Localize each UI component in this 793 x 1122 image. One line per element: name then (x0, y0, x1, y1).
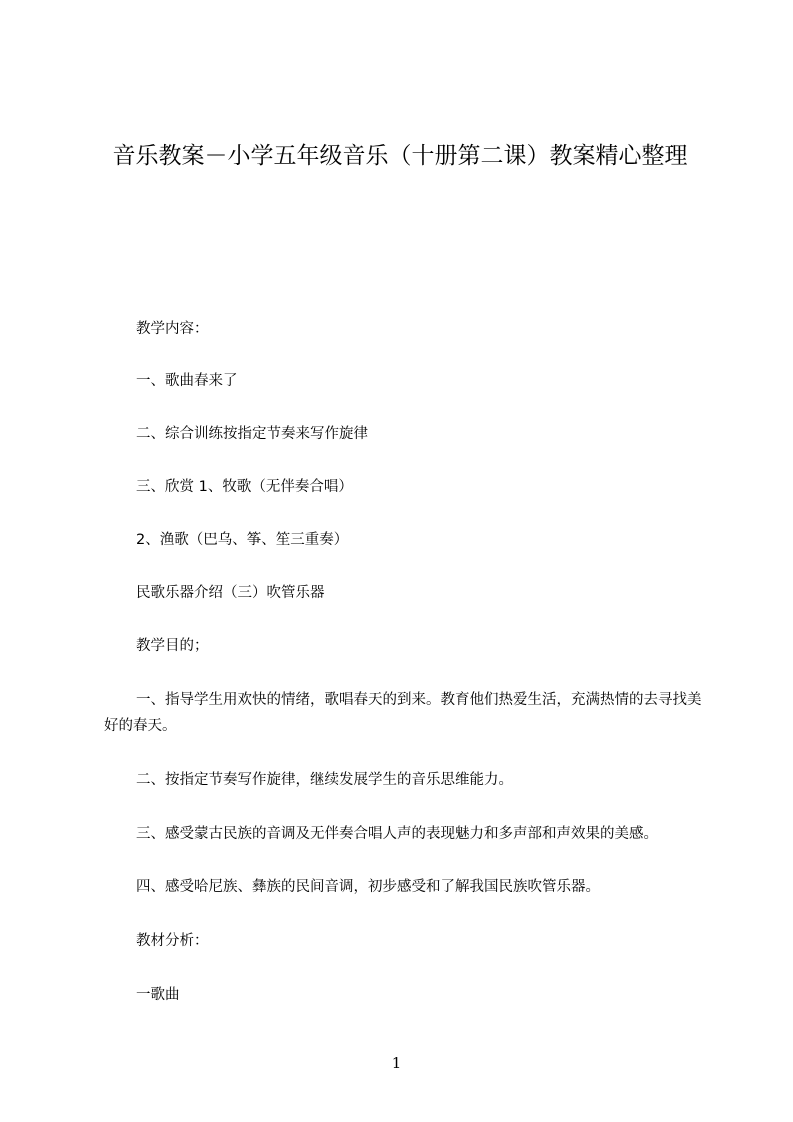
paragraph-item-2: 二、综合训练按指定节奏来写作旋律 (136, 426, 368, 442)
page-number: 1 (391, 1054, 402, 1072)
paragraph-goal-1: 一、指导学生用欢快的情绪，歌唱春天的到来。教育他们热爱生活，充满热情的去寻找美好的春天。 (104, 692, 702, 734)
paragraph-item-3: 三、欣赏 1、牧歌（无伴奏合唱） (136, 479, 353, 495)
paragraph-song: 一歌曲 (136, 987, 180, 1003)
paragraph-goal-2: 二、按指定节奏写作旋律，继续发展学生的音乐思维能力。 (136, 772, 513, 788)
paragraph-goal-4: 四、感受哈尼族、彝族的民间音调，初步感受和了解我国民族吹管乐器。 (136, 879, 600, 895)
paragraph-item-5: 民歌乐器介绍（三）吹管乐器 (136, 585, 325, 601)
document-title: 音乐教案－小学五年级音乐（十册第二课）教案精心整理 (112, 143, 688, 169)
paragraph-teaching-goals: 教学目的； (136, 638, 209, 654)
paragraph-goal-3: 三、感受蒙古民族的音调及无伴奏合唱人声的表现魅力和多声部和声效果的美感。 (136, 826, 658, 842)
paragraph-item-1: 一、歌曲春来了 (136, 373, 238, 389)
paragraph-material-analysis: 教材分析： (136, 933, 209, 949)
paragraph-teaching-content: 教学内容： (136, 321, 209, 337)
paragraph-item-4: 2、渔歌（巴乌、筝、笙三重奏） (136, 532, 349, 548)
